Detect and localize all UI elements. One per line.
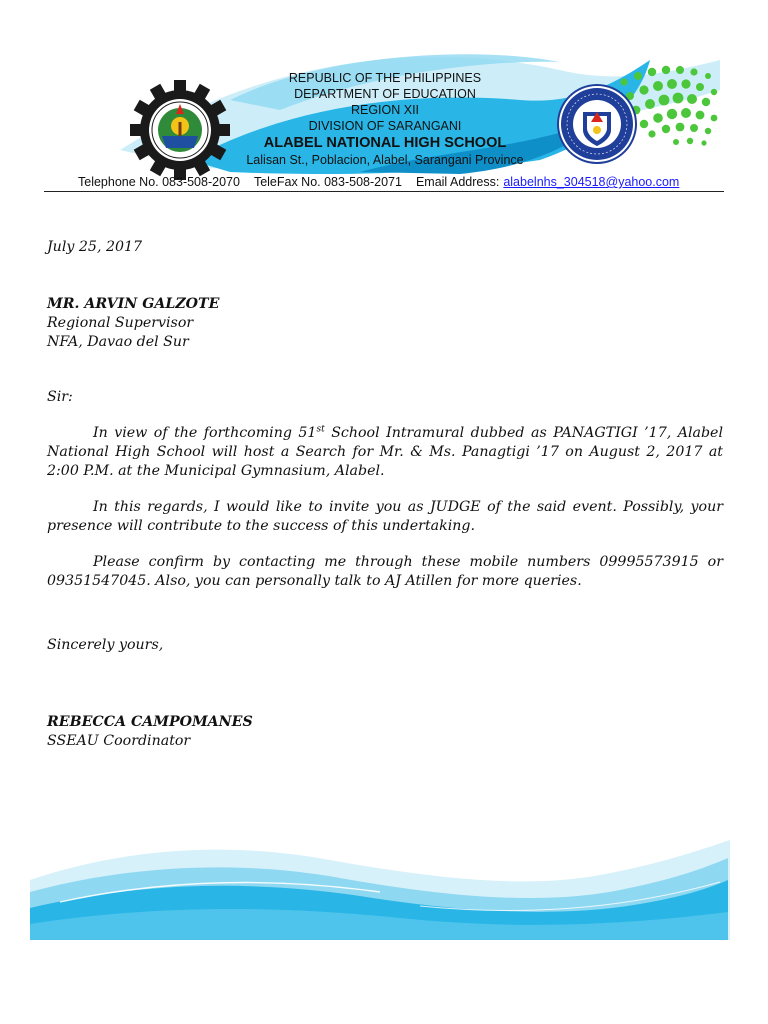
footer-wave-graphic: [0, 820, 768, 950]
paragraph-3: [47, 553, 723, 591]
signer-title: SSEAU Coordinator: [47, 733, 191, 749]
school-name: ALABEL NATIONAL HIGH SCHOOL: [263, 135, 507, 151]
letterhead-division: DIVISION OF SARANGANI: [308, 119, 462, 133]
signature-block: [47, 713, 723, 751]
letterhead-region: REGION XII: [350, 103, 420, 117]
recipient-title: Regional Supervisor: [47, 315, 194, 331]
email-label: Email Address:: [415, 175, 500, 189]
letterhead-republic: REPUBLIC OF THE PHILIPPINES: [288, 71, 482, 85]
school-address: Lalisan St., Poblacion, Alabel, Sarangani Province: [246, 153, 524, 167]
letter-body: [47, 238, 723, 751]
closing: Sincerely yours,: [47, 637, 164, 653]
header-divider: [44, 191, 724, 192]
telephone-number: Telephone No. 083-508-2070: [78, 175, 240, 189]
paragraph-1-start: In view of the forthcoming 51: [93, 425, 317, 441]
telefax-number: TeleFax No. 083-508-2071: [253, 175, 402, 189]
recipient-name: MR. ARVIN GALZOTE: [47, 296, 220, 312]
signer-name: REBECCA CAMPOMANES: [47, 714, 253, 730]
recipient-block: [47, 295, 723, 352]
letterhead-text: [200, 70, 570, 168]
salutation: Sir:: [47, 389, 73, 405]
paragraph-2: [47, 498, 723, 536]
contact-line: [78, 175, 758, 189]
paragraph-3-text: Please confirm by contacting me through these mobile numbers 09995573915 or 09351547045. Also, you can personally talk to AJ Atillen for more queries.: [47, 554, 723, 589]
recipient-organization: NFA, Davao del Sur: [47, 334, 189, 350]
paragraph-1: [47, 424, 723, 481]
letter-date: July 25, 2017: [47, 239, 143, 255]
letterhead-department: DEPARTMENT OF EDUCATION: [294, 87, 476, 101]
paragraph-1-rest: School Intramural dubbed as PANAGTIGI ’17, Alabel National High School will host a Search for Mr. & Ms. Panagtigi ’17 on August 2, 2017 at 2:00 P.M. at the Municipal Gymnasium, Alabel.: [47, 425, 723, 479]
email-link[interactable]: alabelnhs_304518@yahoo.com: [503, 175, 680, 189]
paragraph-2-text: In this regards, I would like to invite you as JUDGE of the said event. Possibly, your presence will contribute to the success of this undertaking.: [47, 499, 723, 534]
ordinal-suffix: st: [316, 424, 325, 435]
